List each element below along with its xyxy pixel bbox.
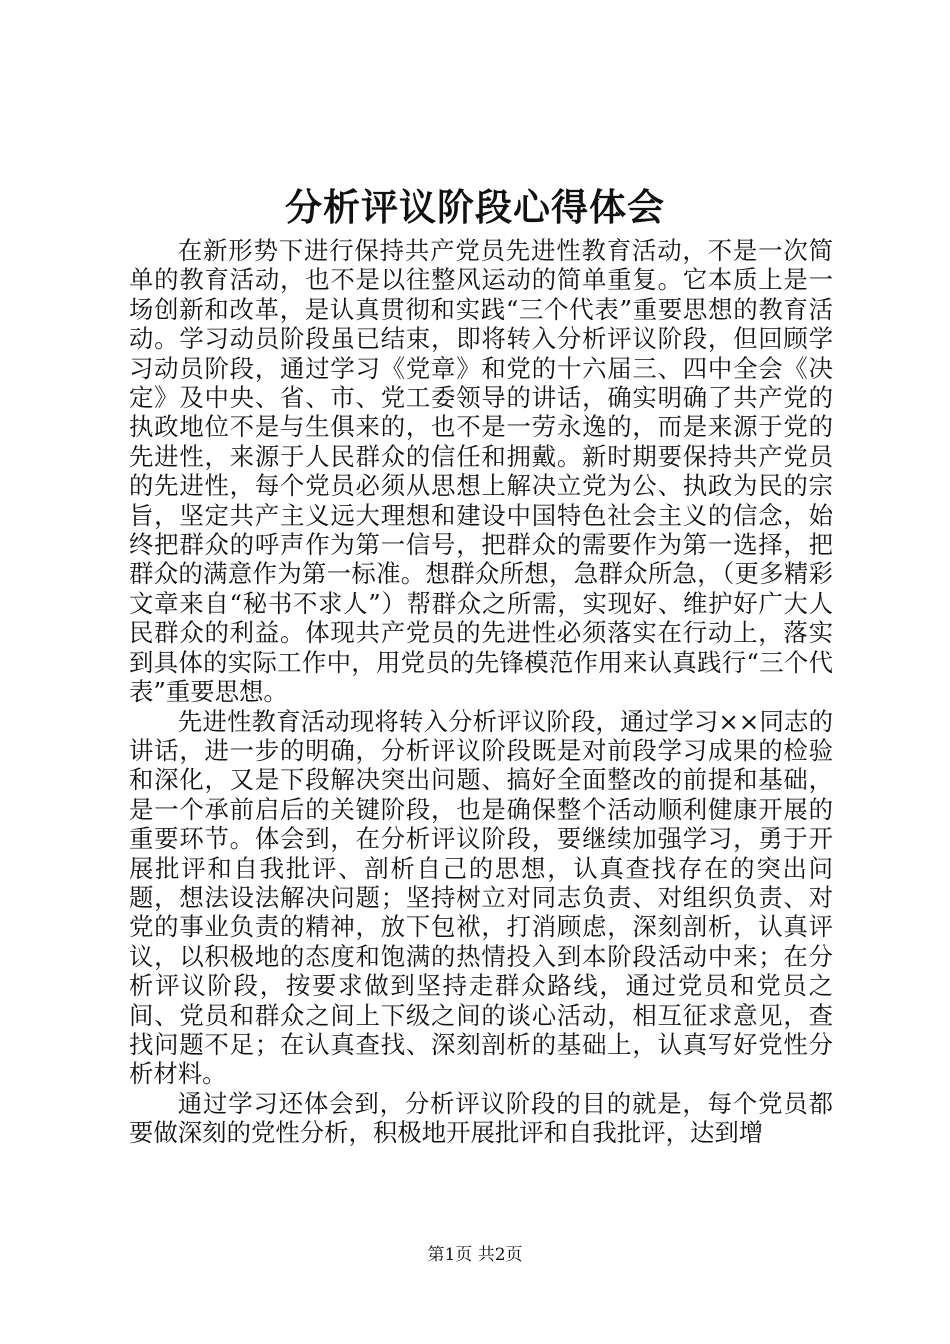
paragraph-3: 通过学习还体会到，分析评议阶段的目的就是，每个党员都要做深刻的党性分析，积极地开展批评和自我批评，达到增: [129, 1088, 833, 1148]
document-title: 分析评议阶段心得体会: [285, 185, 665, 229]
paragraph-2: 先进性教育活动现将转入分析评议阶段，通过学习××同志的讲话，进一步的明确，分析评议阶段既是对前段学习成果的检验和深化，又是下段解决突出问题、搞好全面整改的前提和基础，是一个承前启后的关键阶段，也是确保整个活动顺利健康开展的重要环节。体会到，在分析评议阶段，要继续加强学习，勇于开展批评和自我批评、剖析自己的思想，认真查找存在的突出问题，想法设法解决问题；坚持树立对同志负责、对组织负责、对党的事业负责的精神，放下包袱，打消顾虑，深刻剖析，认真评议，以积极地的态度和饱满的热情投入到本阶段活动中来；在分析评议阶段，按要求做到坚持走群众路线，通过党员和党员之间、党员和群众之间上下级之间的谈心活动，相互征求意见，查找问题不足；在认真查找、深刻剖析的基础上，认真写好党性分析材料。: [129, 706, 833, 1089]
document-body: [129, 236, 833, 1148]
paragraph-1: 在新形势下进行保持共产党员先进性教育活动，不是一次简单的教育活动，也不是以往整风运动的简单重复。它本质上是一场创新和改革，是认真贯彻和实践“三个代表”重要思想的教育活动。学习动员阶段虽已结束，即将转入分析评议阶段，但回顾学习动员阶段，通过学习《党章》和党的十六届三、四中全会《决定》及中央、省、市、党工委领导的讲话，确实明确了共产党的执政地位不是与生俱来的，也不是一劳永逸的，而是来源于党的先进性，来源于人民群众的信任和拥戴。新时期要保持共产党员的先进性，每个党员必须从思想上解决立党为公、执政为民的宗旨，坚定共产主义远大理想和建设中国特色社会主义的信念，始终把群众的呼声作为第一信号，把群众的需要作为第一选择，把群众的满意作为第一标准。想群众所想，急群众所急，（更多精彩文章来自“秘书不求人”）帮群众之所需，实现好、维护好广大人民群众的利益。体现共产党员的先进性必须落实在行动上，落实到具体的实际工作中，用党员的先锋模范作用来认真践行“三个代表”重要思想。: [129, 236, 833, 707]
page-footer: 第1页 共2页: [427, 1245, 523, 1265]
